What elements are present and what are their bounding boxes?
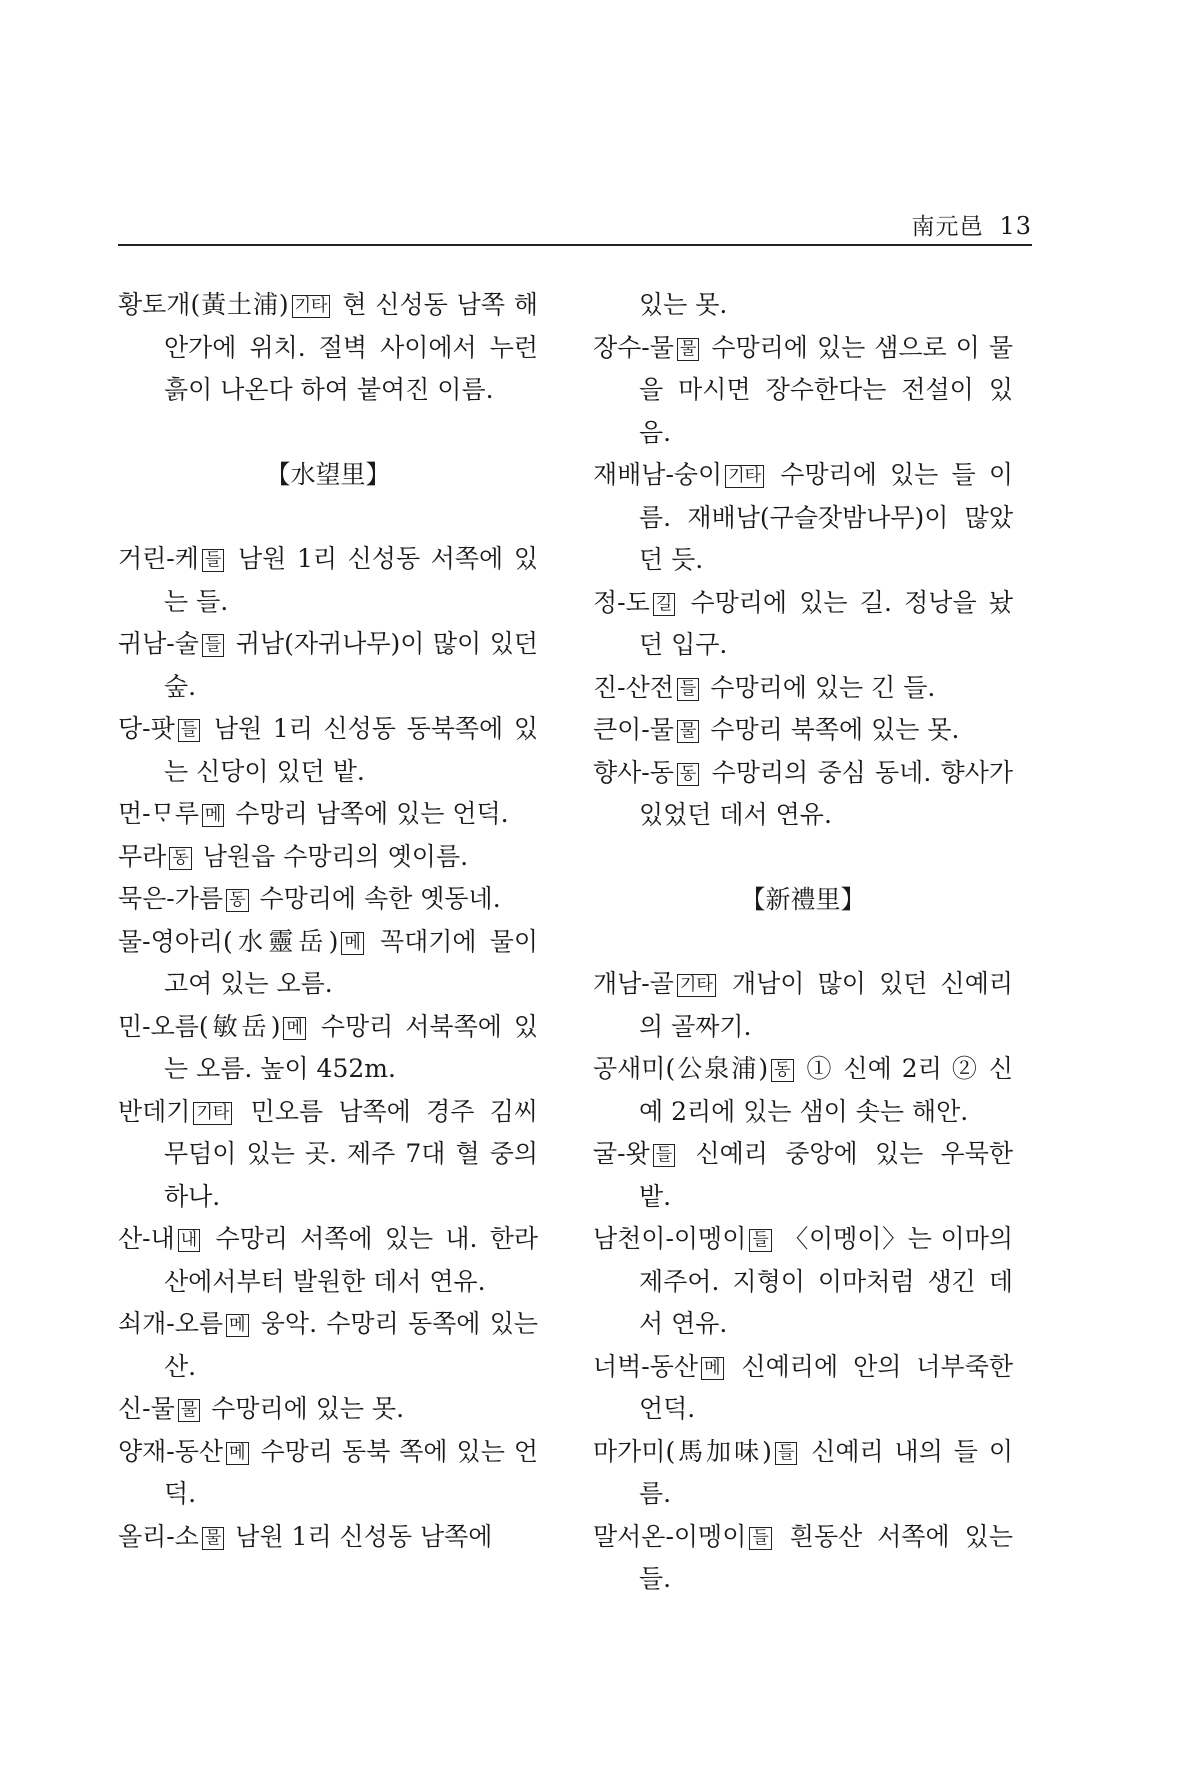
category-tag: 들 bbox=[677, 678, 699, 701]
entry-text: 민오름 남쪽에 경주 김씨 무덤이 있는 곳. 제주 7대 혈 중의 하나. bbox=[164, 1096, 538, 1211]
entry-term: 개남-골 bbox=[593, 969, 674, 998]
entry-text: 웅악. 수망리 동쪽에 있는 산. bbox=[164, 1309, 538, 1381]
dictionary-entry bbox=[593, 752, 1013, 837]
category-tag: 메 bbox=[701, 1357, 723, 1380]
dictionary-entry bbox=[118, 1388, 538, 1431]
dictionary-entry bbox=[593, 1516, 1013, 1601]
dictionary-entry bbox=[118, 921, 538, 1006]
entry-text: 남원 1리 신성동 남쪽에 bbox=[235, 1521, 493, 1551]
category-tag: 들 bbox=[653, 1144, 675, 1167]
entry-text: 수망리 서쪽에 있는 내. 한라산에서부터 발원한 데서 연유. bbox=[164, 1224, 538, 1296]
dictionary-entry bbox=[593, 1431, 1013, 1516]
dictionary-entry bbox=[118, 708, 538, 793]
dictionary-entry bbox=[593, 667, 1013, 710]
entry-term: 묵은-가름 bbox=[118, 884, 224, 913]
entry-text: 신예리 중앙에 있는 우묵한 밭. bbox=[639, 1139, 1013, 1211]
dictionary-entry bbox=[593, 454, 1013, 582]
entry-text: 신예리에 안의 너부죽한 언덕. bbox=[639, 1351, 1013, 1423]
category-tag: 동 bbox=[677, 763, 699, 786]
entry-term: 물-영아리(水靈岳) bbox=[118, 926, 339, 956]
category-tag: 기타 bbox=[193, 1102, 232, 1125]
entry-term: 굴-왓 bbox=[593, 1139, 650, 1168]
entry-term: 재배남-숭이 bbox=[593, 460, 723, 489]
left-column bbox=[118, 284, 538, 1558]
entry-text: 수망리 서북쪽에 있는 오름. 높이 452m. bbox=[164, 1011, 538, 1083]
category-tag: 물 bbox=[202, 1527, 224, 1550]
header-rule bbox=[118, 244, 1032, 246]
dictionary-entry bbox=[118, 1431, 538, 1516]
dictionary-entry bbox=[118, 793, 538, 836]
dictionary-entry bbox=[593, 582, 1013, 667]
category-tag: 기타 bbox=[725, 465, 764, 488]
dictionary-entry bbox=[593, 1133, 1013, 1218]
entry-text: 수망리 북쪽에 있는 못. bbox=[710, 715, 960, 744]
entry-term: 공새미(公泉浦) bbox=[593, 1054, 769, 1083]
category-tag: 메 bbox=[202, 804, 224, 827]
entry-term: 민-오름(敏岳) bbox=[118, 1011, 281, 1041]
page-header bbox=[118, 206, 1032, 246]
entry-term: 정-도 bbox=[593, 587, 650, 617]
entry-text: 신예리 내의 들 이름. bbox=[639, 1436, 1013, 1508]
entry-text: 개남이 많이 있던 신예리의 골짜기. bbox=[639, 969, 1013, 1041]
dictionary-entry bbox=[118, 1516, 538, 1559]
entry-term: 진-산전 bbox=[593, 672, 674, 702]
entry-text: 수망리에 있는 들 이름. 재배남(구슬잣밤나무)이 많았던 듯. bbox=[639, 460, 1013, 574]
entry-text: 수망리에 있는 못. bbox=[211, 1394, 405, 1423]
entry-text: 남원읍 수망리의 옛이름. bbox=[202, 841, 469, 871]
entry-term: 양재-동산 bbox=[118, 1436, 224, 1466]
category-tag: 메 bbox=[341, 932, 363, 955]
entry-term: 황토개(黃土浦) bbox=[118, 290, 289, 319]
entry-term: 반데기 bbox=[118, 1096, 191, 1126]
entry-term: 올리-소 bbox=[118, 1521, 199, 1551]
entry-text: 꼭대기에 물이 고여 있는 오름. bbox=[164, 926, 538, 998]
entry-term: 당-팟 bbox=[118, 714, 175, 743]
entry-text: 수망리에 속한 옛동네. bbox=[259, 884, 501, 913]
entry-text: 흰동산 서쪽에 있는 들. bbox=[639, 1521, 1013, 1593]
entry-term: 향사-동 bbox=[593, 757, 674, 787]
dictionary-entry bbox=[593, 327, 1013, 455]
dictionary-entry bbox=[593, 1346, 1013, 1431]
dictionary-entry bbox=[118, 1303, 538, 1388]
dictionary-entry bbox=[593, 1218, 1013, 1346]
dictionary-entry bbox=[593, 1048, 1013, 1133]
entry-text: 수망리의 중심 동네. 향사가 있었던 데서 연유. bbox=[639, 757, 1013, 829]
category-tag: 동 bbox=[771, 1059, 793, 1082]
entry-term: 너벅-동산 bbox=[593, 1351, 699, 1381]
entry-term: 쇠개-오름 bbox=[118, 1309, 224, 1338]
entry-text: 수망리에 있는 길. 정낭을 놨던 입구. bbox=[639, 587, 1013, 659]
entry-text: 귀남(자귀나무)이 많이 있던 숲. bbox=[164, 629, 538, 701]
entry-term: 산-내 bbox=[118, 1224, 175, 1253]
category-tag: 기타 bbox=[292, 295, 331, 318]
category-tag: 동 bbox=[226, 889, 248, 912]
entry-text: 수망리 동북 쪽에 있는 언덕. bbox=[164, 1436, 538, 1508]
entry-term: 거린-케 bbox=[118, 544, 199, 573]
category-tag: 들 bbox=[749, 1527, 771, 1550]
entry-term: 장수-물 bbox=[593, 332, 674, 362]
dictionary-entry bbox=[118, 836, 538, 879]
entry-continuation: 있는 못. bbox=[639, 290, 728, 319]
category-tag: 들 bbox=[775, 1442, 797, 1465]
entry-text: ① 신예 2리 ② 신예 2리에 있는 샘이 솟는 해안. bbox=[639, 1054, 1013, 1126]
entry-term: 마가미(馬加味) bbox=[593, 1436, 772, 1466]
category-tag: 동 bbox=[169, 847, 191, 870]
running-head bbox=[911, 208, 1032, 241]
entry-text: 남원 1리 신성동 서쪽에 있는 들. bbox=[164, 544, 538, 616]
entry-text: 수망리에 있는 샘으로 이 물을 마시면 장수한다는 전설이 있음. bbox=[639, 332, 1013, 447]
category-tag: 물 bbox=[677, 338, 699, 361]
dictionary-entry bbox=[118, 1006, 538, 1091]
right-column bbox=[593, 284, 1013, 1601]
entry-term: 먼-ᄆᆞ루 bbox=[118, 799, 199, 828]
dictionary-entry bbox=[118, 284, 538, 412]
category-tag: 메 bbox=[283, 1017, 305, 1040]
entry-term: 신-물 bbox=[118, 1394, 175, 1423]
entry-text: 〈이멩이〉는 이마의 제주어. 지형이 이마처럼 생긴 데서 연유. bbox=[639, 1224, 1014, 1338]
category-tag: 들 bbox=[202, 634, 224, 657]
category-tag: 길 bbox=[653, 593, 675, 616]
dictionary-entry bbox=[593, 963, 1013, 1048]
category-tag: 들 bbox=[202, 549, 224, 572]
category-tag: 들 bbox=[178, 719, 200, 742]
category-tag: 메 bbox=[226, 1442, 248, 1465]
section-heading: 【水望里】 bbox=[265, 459, 391, 489]
category-tag: 내 bbox=[178, 1229, 200, 1252]
entry-term: 남천이-이멩이 bbox=[593, 1224, 747, 1253]
dictionary-entry bbox=[118, 878, 538, 921]
dictionary-entry bbox=[118, 623, 538, 708]
entry-term: 무라 bbox=[118, 841, 167, 871]
category-tag: 메 bbox=[226, 1314, 248, 1337]
entry-text: 현 신성동 남쪽 해안가에 위치. 절벽 사이에서 누런 흙이 나온다 하여 붙여진 이름. bbox=[164, 290, 538, 404]
page-number: 13 bbox=[999, 212, 1032, 240]
entry-text: 수망리에 있는 긴 들. bbox=[710, 672, 936, 702]
dictionary-entry bbox=[118, 1218, 538, 1303]
entry-text: 남원 1리 신성동 동북쪽에 있는 신당이 있던 밭. bbox=[164, 714, 538, 786]
entry-term: 말서온-이멩이 bbox=[593, 1521, 747, 1551]
dictionary-entry bbox=[118, 538, 538, 623]
section-heading: 【新禮里】 bbox=[740, 884, 866, 914]
dictionary-entry bbox=[593, 709, 1013, 752]
entry-text: 수망리 남쪽에 있는 언덕. bbox=[235, 799, 509, 828]
category-tag: 기타 bbox=[677, 974, 716, 997]
header-title: 南元邑 bbox=[911, 214, 984, 240]
dictionary-entry bbox=[118, 1091, 538, 1219]
category-tag: 물 bbox=[178, 1399, 200, 1422]
category-tag: 들 bbox=[749, 1229, 771, 1252]
entry-term: 큰이-물 bbox=[593, 715, 674, 744]
category-tag: 물 bbox=[677, 720, 699, 743]
entry-term: 귀남-술 bbox=[118, 629, 199, 658]
